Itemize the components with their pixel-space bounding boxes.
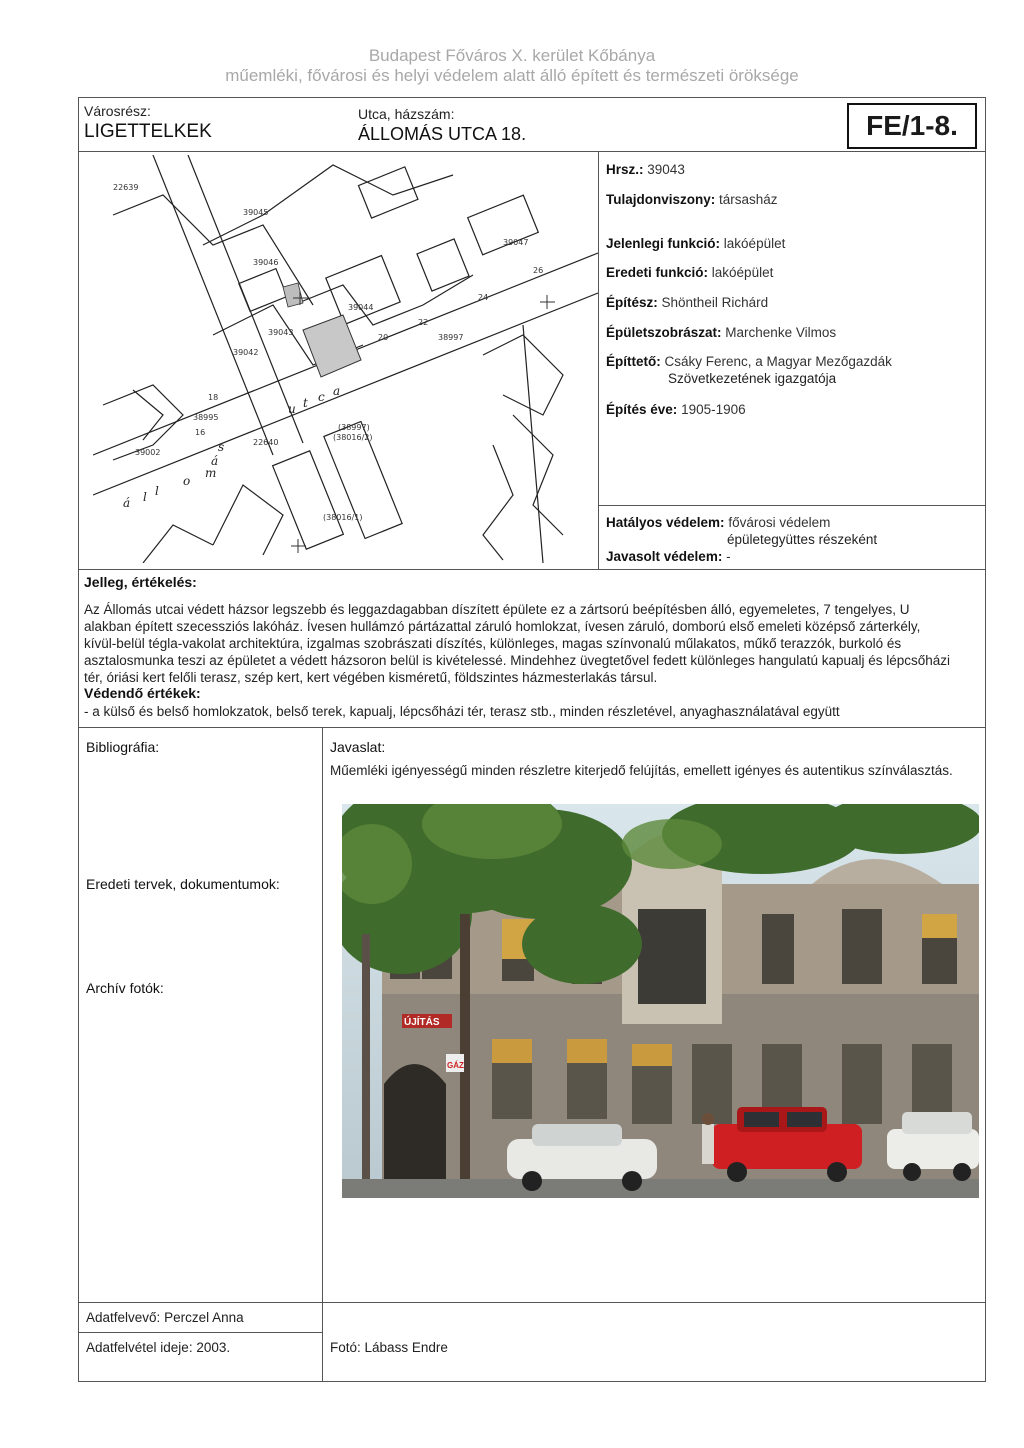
header-line-2: műemléki, fővárosi és helyi védelem alatt álló épített és természeti öröksége xyxy=(225,66,799,85)
map-label: 39047 xyxy=(503,238,529,247)
map-street-letter: s xyxy=(218,440,225,454)
original-function-label: Eredeti funkció: xyxy=(606,265,709,280)
map-label: 16 xyxy=(195,428,206,437)
map-label: 39044 xyxy=(348,303,374,312)
architect-value: Shöntheil Richárd xyxy=(661,295,769,310)
photo-credit-label: Fotó: xyxy=(330,1340,361,1355)
original-plans-label: Eredeti tervek, dokumentumok: xyxy=(86,876,280,892)
map-street-letter: c xyxy=(318,390,325,404)
map-info-divider xyxy=(598,151,599,569)
protection-row xyxy=(606,514,830,531)
owner-value: társasház xyxy=(719,192,778,207)
proposal-title: Javaslat: xyxy=(330,739,386,755)
recorder-value: Perczel Anna xyxy=(164,1310,244,1325)
map-label: 22640 xyxy=(253,438,279,447)
original-function-value: lakóépület xyxy=(711,265,774,280)
year-row xyxy=(606,401,746,418)
map-label: (38997) xyxy=(338,423,370,432)
left-column-divider xyxy=(322,727,323,1382)
protection-label: Hatályos védelem: xyxy=(606,515,725,530)
hrsz-value: 39043 xyxy=(647,162,685,177)
map-label: 39002 xyxy=(135,448,161,457)
record-code: FE/1-8. xyxy=(847,103,977,149)
district-label: Városrész: xyxy=(84,103,151,119)
map-bottom-divider xyxy=(78,569,986,570)
year-label: Építés éve: xyxy=(606,402,678,417)
map-street-letter: u xyxy=(288,402,296,416)
top-row-divider xyxy=(78,151,986,152)
header-line-1: Budapest Főváros X. kerület Kőbánya xyxy=(368,46,656,65)
owner-label: Tulajdonviszony: xyxy=(606,192,716,207)
values-title: Védendő értékek: xyxy=(84,685,201,701)
map-street-letter: o xyxy=(183,474,191,488)
proposed-label: Javasolt védelem: xyxy=(606,549,723,564)
map-label: 39046 xyxy=(253,258,279,267)
archive-photos-label: Archív fotók: xyxy=(86,980,164,996)
map-label: (38016/1) xyxy=(323,513,363,522)
map-street-letter: á xyxy=(211,454,219,468)
map-label: 38995 xyxy=(193,413,219,422)
sculptor-label: Épületszobrászat: xyxy=(606,325,722,340)
character-line: asztalosmunka teszi az épületet a védett házsoron belül is kivételessé. Mindehhez üvegtetővel fedett különleges hangulatú kapualj és lépcsőházi xyxy=(84,653,951,668)
builder-value-1: Csáky Ferenc, a Magyar Mezőgazdák xyxy=(664,354,892,369)
map-street-letter: m xyxy=(205,466,217,480)
map-street-letter: á xyxy=(123,496,131,510)
owner-row xyxy=(606,191,778,208)
protection-value-2: épületegyüttes részeként xyxy=(727,532,878,547)
recorder-row xyxy=(86,1309,244,1326)
character-line: alakban épített szecessziós lakóház. Ívesen hullámzó pártázattal záruló homlokzat, ívesen záruló, domború első emeleti középső zárterkély, xyxy=(84,619,921,634)
district-value: LIGETTELKEK xyxy=(84,121,212,142)
character-line: Az Állomás utcai védett házsor legszebb és leggazdagabban díszített épülete ez a zártsorú beépítésben álló, egyemeletes, 7 tengelyes, U xyxy=(84,602,910,617)
current-function-label: Jelenlegi funkció: xyxy=(606,236,721,251)
protection-value-1: fővárosi védelem xyxy=(728,515,831,530)
proposal-text: Műemléki igényességű minden részletre kiterjedő felújítás, emellett igényes és autentikus színválasztás. xyxy=(330,763,953,778)
building-photo xyxy=(342,804,979,1198)
map-street-letter: t xyxy=(303,396,308,410)
map-label: 22 xyxy=(418,318,429,327)
hrsz-row xyxy=(606,161,685,178)
hrsz-label: Hrsz.: xyxy=(606,162,644,177)
character-title: Jelleg, értékelés: xyxy=(84,574,197,590)
date-label: Adatfelvétel ideje: xyxy=(86,1340,193,1355)
map-label: 20 xyxy=(378,333,389,342)
map-label: 26 xyxy=(533,266,544,275)
current-function-row xyxy=(606,235,785,252)
street-value: ÁLLOMÁS UTCA 18. xyxy=(358,124,527,144)
architect-label: Építész: xyxy=(606,295,658,310)
map-label: 18 xyxy=(208,393,219,402)
info-divider xyxy=(598,505,986,506)
map-street-letter: a xyxy=(333,384,341,398)
footer-divider-1 xyxy=(78,1302,986,1303)
original-function-row xyxy=(606,264,773,281)
map-label: 39043 xyxy=(268,328,294,337)
architect-row xyxy=(606,294,768,311)
map-label: (38016/2) xyxy=(333,433,373,442)
values-divider xyxy=(78,727,986,728)
values-text: - a külső és belső homlokzatok, belső terek, kapualj, lépcsőházi tér, terasz stb., minden részletével, anyaghasználatával együtt xyxy=(84,704,840,719)
cadastral-map xyxy=(93,155,598,563)
bibliography-label: Bibliográfia: xyxy=(86,739,160,755)
proposed-value: - xyxy=(726,549,731,564)
map-street-letter: l xyxy=(155,484,159,498)
photo-credit-row xyxy=(330,1339,448,1356)
year-value: 1905-1906 xyxy=(681,402,746,417)
current-function-value: lakóépület xyxy=(723,236,786,251)
map-label: 22639 xyxy=(113,183,139,192)
recorder-label: Adatfelvevő: xyxy=(86,1310,161,1325)
photo-credit-value: Lábass Endre xyxy=(364,1340,448,1355)
photo-sign-ujitas: ÚJÍTÁS xyxy=(404,1017,440,1028)
map-label: 24 xyxy=(478,293,489,302)
date-row xyxy=(86,1339,230,1356)
street-label: Utca, házszám: xyxy=(358,106,455,122)
builder-label: Építtető: xyxy=(606,354,661,369)
character-line: kívül-belül tégla-vakolat architektúra, izgalmas szobrászati díszítés, különleges, magas színvonalú műlakatos, műkő terazzók, burkoló és xyxy=(84,636,902,651)
builder-value-2: Szövetkezetének igazgatója xyxy=(668,371,837,386)
character-line: tér, óriási kert felőli terasz, szép kert, kert végében kisméretű, földszintes házmesterlakás társul. xyxy=(84,670,658,685)
sculptor-row xyxy=(606,324,836,341)
builder-row xyxy=(606,353,892,370)
map-street-letter: l xyxy=(143,490,147,504)
map-label: 39045 xyxy=(243,208,269,217)
proposed-row xyxy=(606,548,731,565)
map-label: 39042 xyxy=(233,348,259,357)
sculptor-value: Marchenke Vilmos xyxy=(725,325,837,340)
map-label: 38997 xyxy=(438,333,464,342)
date-value: 2003. xyxy=(196,1340,231,1355)
footer-divider-2 xyxy=(78,1332,322,1333)
photo-sign-gaz: GÁZ xyxy=(447,1061,464,1070)
character-text xyxy=(84,601,980,686)
